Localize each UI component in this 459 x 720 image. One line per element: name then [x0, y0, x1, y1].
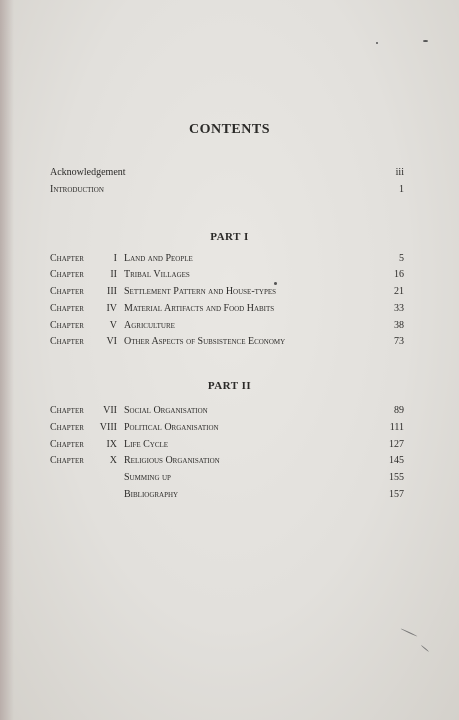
- chapter-number: I: [113, 253, 117, 264]
- chapter-number: V: [109, 320, 117, 331]
- chapter-title: Settlement Pattern and House-types: [124, 286, 277, 297]
- chapter-title: Agriculture: [124, 320, 175, 331]
- chapter-page: 5: [399, 253, 404, 264]
- chapter-word: Chapter: [50, 286, 84, 297]
- paper-mark: [401, 628, 418, 637]
- chapter-title: Land and People: [124, 253, 193, 264]
- chapter-title: Other Aspects of Subsistence Economy: [124, 336, 286, 347]
- chapter-page: 38: [394, 320, 404, 331]
- chapter-page: 127: [389, 439, 404, 450]
- toc-chapter-row: [50, 319, 404, 333]
- chapter-word: Chapter: [50, 336, 84, 347]
- chapter-number: VIII: [99, 422, 117, 433]
- chapter-number: VI: [106, 336, 117, 347]
- chapter-number: II: [110, 269, 117, 280]
- entry-title: Introduction: [50, 184, 104, 195]
- entry-title: Acknowledgement: [50, 167, 126, 178]
- chapter-page: 16: [394, 269, 404, 280]
- chapter-word: Chapter: [50, 303, 84, 314]
- chapter-number: VII: [103, 405, 117, 416]
- toc-chapter-row: [50, 302, 404, 316]
- chapter-page: 145: [389, 455, 404, 466]
- chapter-word: Chapter: [50, 405, 84, 416]
- chapter-number: III: [107, 286, 117, 297]
- chapter-page: 111: [389, 422, 404, 433]
- chapter-page: 21: [394, 286, 404, 297]
- chapter-number: X: [109, 455, 117, 466]
- contents-title: CONTENTS: [188, 122, 271, 137]
- entry-page: 1: [399, 184, 404, 195]
- chapter-word: Chapter: [50, 253, 84, 264]
- chapter-word: Chapter: [50, 455, 84, 466]
- paper-speck: [376, 42, 378, 44]
- chapter-title: Religious Organisation: [124, 455, 220, 466]
- chapter-number: IX: [106, 439, 117, 450]
- chapter-title: Tribal Villages: [124, 269, 190, 280]
- entry-page: 155: [389, 472, 404, 483]
- entry-page: iii: [395, 167, 404, 178]
- toc-entry-summing-up: [50, 471, 404, 485]
- toc-chapter-row: [50, 285, 404, 299]
- chapter-page: 73: [394, 336, 404, 347]
- paper-mark: [421, 645, 429, 652]
- part-heading: PART I: [210, 231, 249, 243]
- toc-chapter-row: [50, 454, 404, 468]
- toc-entry-bibliography: [50, 488, 404, 502]
- chapter-title: Political Organisation: [124, 422, 219, 433]
- paper-speck: [423, 40, 428, 42]
- chapter-title: Material Artifacts and Food Habits: [124, 303, 275, 314]
- toc-entry-acknowledgement: [50, 166, 404, 180]
- chapter-page: 33: [394, 303, 404, 314]
- page-edge-shadow: [0, 0, 14, 720]
- paper-speck: [274, 282, 277, 285]
- entry-page: 157: [389, 489, 404, 500]
- part-heading: PART II: [207, 380, 252, 392]
- toc-chapter-row: [50, 335, 404, 349]
- chapter-page: 89: [394, 405, 404, 416]
- chapter-word: Chapter: [50, 439, 84, 450]
- chapter-title: Social Organisation: [124, 405, 208, 416]
- chapter-word: Chapter: [50, 422, 84, 433]
- toc-entry-introduction: [50, 183, 404, 197]
- toc-chapter-row: [50, 438, 404, 452]
- toc-chapter-row: [50, 404, 404, 418]
- chapter-word: Chapter: [50, 269, 84, 280]
- chapter-number: IV: [106, 303, 117, 314]
- chapter-word: Chapter: [50, 320, 84, 331]
- toc-chapter-row: [50, 268, 404, 282]
- toc-chapter-row: [50, 421, 404, 435]
- entry-title: Bibliography: [124, 489, 179, 500]
- toc-chapter-row: [50, 252, 404, 266]
- chapter-title: Life Cycle: [124, 439, 169, 450]
- entry-title: Summing up: [124, 472, 171, 483]
